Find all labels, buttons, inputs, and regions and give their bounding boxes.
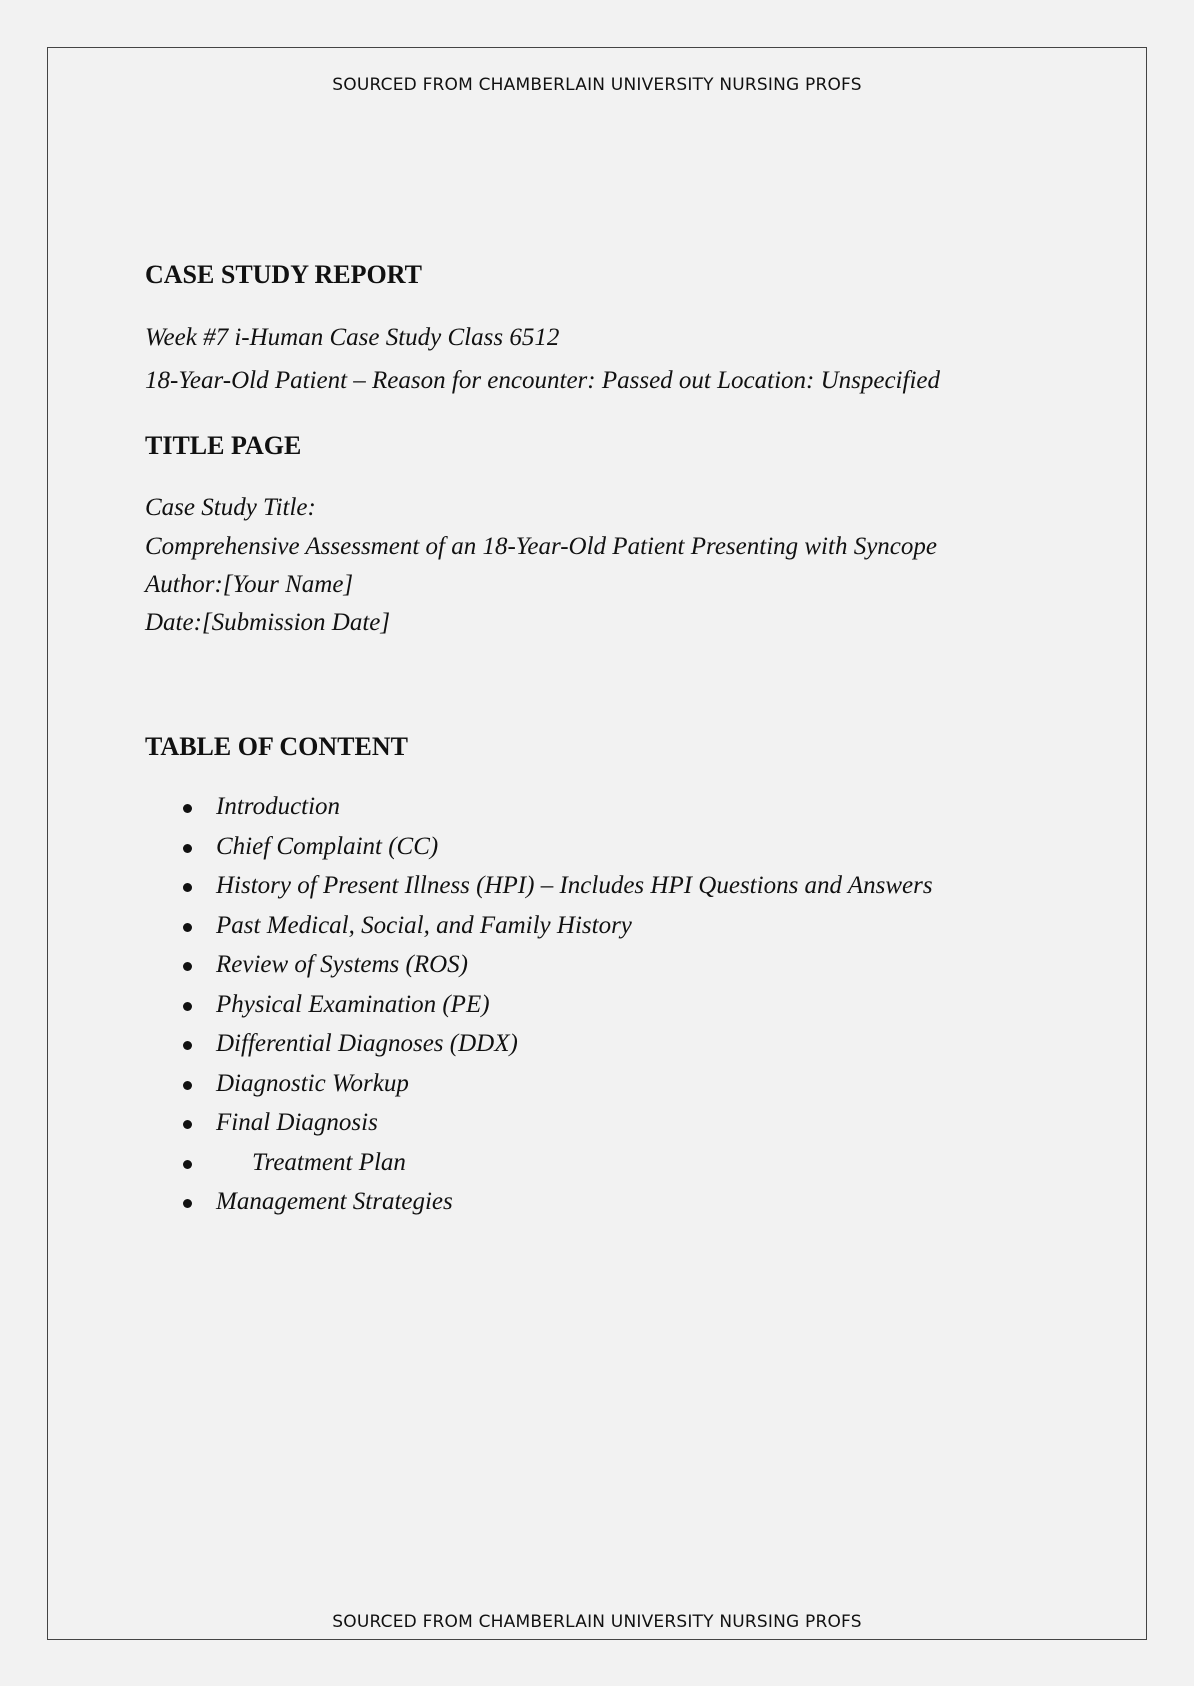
toc-item-label: Physical Examination (PE) [216, 990, 490, 1018]
bullet-icon [183, 923, 192, 932]
case-title-label: Case Study Title: [145, 494, 316, 521]
toc-item-label: Final Diagnosis [216, 1109, 378, 1136]
bullet-icon [183, 1081, 192, 1090]
running-footer: SOURCED FROM CHAMBERLAIN UNIVERSITY NURSING PROFS [332, 1612, 862, 1632]
bullet-icon [183, 1199, 192, 1208]
title-page-heading: TITLE PAGE [145, 431, 302, 460]
encounter-line: 18-Year-Old Patient – Reason for encounter: Passed out Location: Unspecified [145, 367, 940, 394]
toc-item-label: Past Medical, Social, and Family History [216, 911, 632, 939]
author-line: Author:[Your Name] [145, 571, 354, 598]
toc-item-label: Treatment Plan [252, 1148, 406, 1176]
toc-heading: TABLE OF CONTENT [145, 732, 408, 761]
bullet-icon [183, 844, 192, 853]
week-line: Week #7 i-Human Case Study Class 6512 [145, 324, 560, 351]
toc-item-label: Management Strategies [216, 1188, 453, 1215]
bullet-icon [183, 1120, 192, 1129]
bullet-icon [183, 804, 192, 813]
bullet-icon [183, 1002, 192, 1011]
toc-item-label: Chief Complaint (CC) [216, 832, 439, 860]
toc-item-label: Differential Diagnoses (DDX) [216, 1030, 518, 1057]
running-header: SOURCED FROM CHAMBERLAIN UNIVERSITY NURSING PROFS [332, 75, 862, 95]
bullet-icon [183, 962, 192, 971]
toc-item-label: History of Present Illness (HPI) – Includes HPI Questions and Answers [216, 872, 933, 899]
report-heading: CASE STUDY REPORT [145, 260, 422, 289]
toc-item-label: Introduction [216, 793, 341, 820]
toc-item-label: Review of Systems (ROS) [216, 951, 469, 978]
toc-item-label: Diagnostic Workup [216, 1069, 409, 1097]
case-title: Comprehensive Assessment of an 18-Year-Old Patient Presenting with Syncope [145, 533, 937, 560]
bullet-icon [183, 1160, 192, 1169]
bullet-icon [183, 883, 192, 892]
date-line: Date:[Submission Date] [145, 609, 391, 636]
bullet-icon [183, 1041, 192, 1050]
